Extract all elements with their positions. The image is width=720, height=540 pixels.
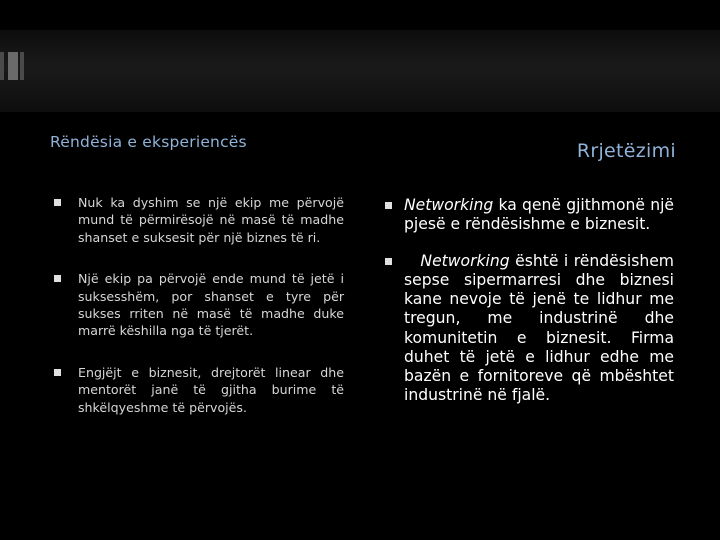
list-item — [50, 270, 344, 340]
list-item-lead: Networking — [404, 252, 510, 271]
square-bullet-icon — [385, 258, 392, 265]
left-column-heading: Rëndësia e eksperiencës — [50, 133, 247, 151]
list-item-text: Engjëjt e biznesit, drejtorët linear dhe mentorët janë të gjitha burime të shkëlqyeshme të përvojës. — [78, 364, 344, 415]
square-bullet-icon — [54, 369, 61, 376]
decoration-bar — [8, 52, 18, 80]
decoration-bar — [20, 52, 24, 80]
left-bullet-list — [50, 194, 344, 416]
list-item — [384, 196, 674, 234]
decoration-bar — [0, 52, 4, 80]
right-bullet-list — [384, 196, 674, 405]
right-column-heading: Rrjetëzimi — [576, 140, 676, 162]
list-item-text: ka qenë gjithmonë një pjesë e rëndësishme e biznesit. — [404, 196, 674, 234]
list-item-text: është i rëndësishem sepse sipermarresi dhe biznesi kane nevoje të jenë te lidhur me tregun, me industrinë dhe komunitetin e biznesit. Firma duhet të jetë e lidhur edhe me bazën e fornitoreve që mbështet industrinë në fjalë. — [404, 252, 674, 404]
list-item — [384, 252, 674, 405]
header-decoration-band — [0, 30, 720, 112]
list-item — [50, 364, 344, 416]
square-bullet-icon — [54, 199, 61, 206]
square-bullet-icon — [385, 202, 392, 209]
list-item — [50, 194, 344, 246]
list-item-text: Nuk ka dyshim se një ekip me përvojë mund të përmirësojë në masë të madhe shanset e suksesit për një biznes të ri. — [78, 195, 344, 245]
list-item-text: Një ekip pa përvojë ende mund të jetë i suksesshëm, por shanset e tyre për sukses rriten në masë të madhe duke marrë këshilla nga të tjerët. — [78, 271, 344, 339]
square-bullet-icon — [54, 275, 61, 282]
list-item-lead: Networking — [404, 196, 494, 214]
